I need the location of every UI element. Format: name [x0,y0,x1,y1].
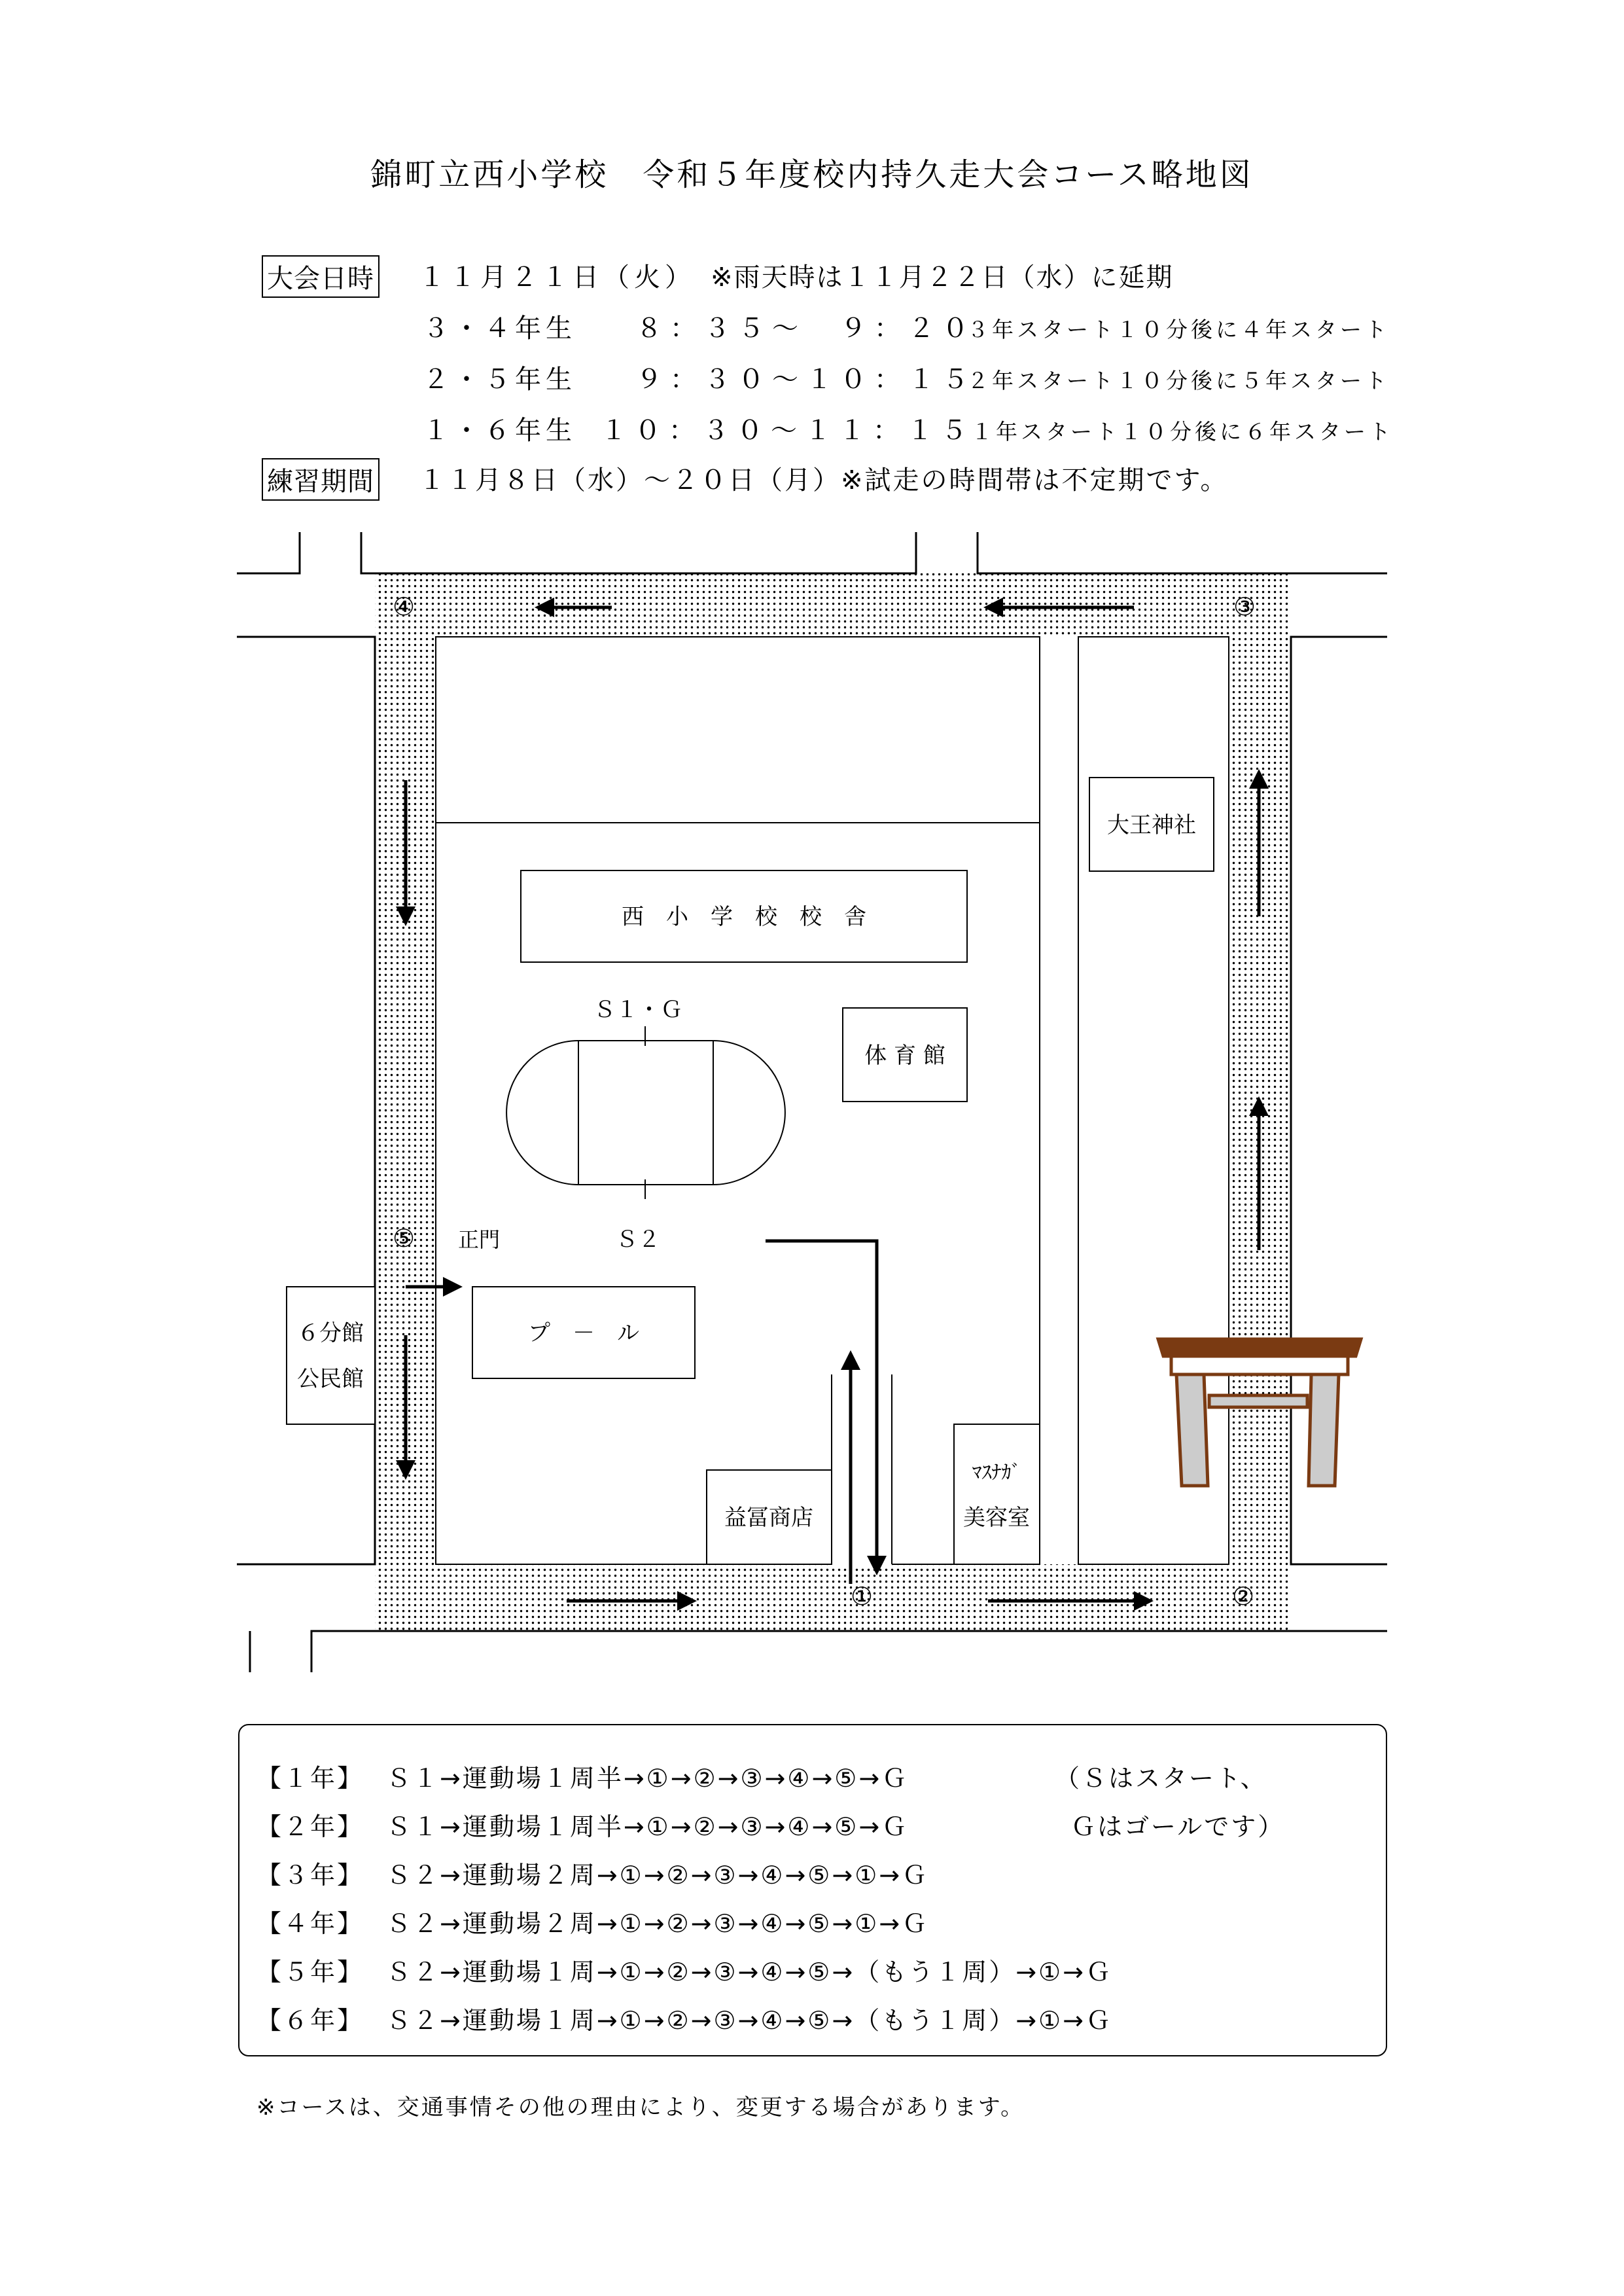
start-goal-label: Ｓ１・Ｇ [593,997,682,1023]
community-hall [287,1287,375,1424]
school-building-label: 西 小 学 校 校 舎 [622,904,866,930]
course-route: Ｓ２→運動場２周→①→②→③→④→⑤→①→Ｇ [386,1909,929,1938]
footer-note: ※コースは、交通事情その他の理由により、変更する場合があります。 [256,2094,1025,2121]
course-grade: 【１年】 [256,1764,364,1793]
checkpoint-1: ① [850,1582,874,1611]
schedule-grades: １・６年生 [423,416,576,446]
salon-label: ﾏｽﾅｶﾞ [972,1462,1021,1484]
checkpoint-4: ④ [392,592,415,621]
schedule-time: ８：３５～ ９：２０ [636,314,976,344]
course-grade: 【２年】 [256,1812,364,1841]
event-date: １１月２１日（火） [419,262,696,293]
store-label: 益冨商店 [724,1505,813,1531]
schedule-time: １０：３０～１１：１５ [601,416,975,446]
course-grade: 【６年】 [256,2006,364,2035]
schedule-note: １年スタート１０分後に６年スタート [971,419,1394,444]
gym-label: 体 育 館 [864,1043,945,1069]
legend-note: （Ｓはスタート、 [1055,1764,1267,1793]
start2-label: Ｓ２ [616,1227,660,1253]
schedule-note: ２年スタート１０分後に５年スタート [967,368,1390,393]
checkpoint-2: ② [1231,1582,1255,1611]
course-grade: 【５年】 [256,1958,364,1986]
running-track [506,1026,785,1199]
course-route: Ｓ２→運動場２周→①→②→③→④→⑤→①→Ｇ [386,1861,929,1890]
schedule-time: ９：３０～１０：１５ [636,365,976,395]
main-gate-label: 正門 [457,1227,501,1252]
practice-text: １１月８日（水）～２０日（月）※試走の時間帯は不定期です。 [419,465,1229,495]
legend-note: Ｇはゴールです） [1070,1812,1285,1841]
schedule-grades: ２・５年生 [423,365,576,395]
salon-label: 美容室 [963,1505,1030,1531]
schedule-note: ３年スタート１０分後に４年スタート [967,317,1390,342]
pool-label: プ － ル [528,1320,639,1346]
schedule-grades: ３・４年生 [423,314,576,344]
community-hall-label: 公民館 [297,1366,364,1392]
course-route: Ｓ２→運動場１周→①→②→③→④→⑤→（もう１周）→①→Ｇ [386,1958,1112,1986]
course-grade: 【３年】 [256,1861,364,1890]
practice-label: 練習期間 [262,458,380,501]
course-route: Ｓ１→運動場１周半→①→②→③→④→⑤→Ｇ [386,1764,909,1793]
community-hall-label: ６分館 [297,1320,364,1346]
checkpoint-3: ③ [1233,592,1256,621]
course-route: Ｓ２→運動場１周→①→②→③→④→⑤→（もう１周）→①→Ｇ [386,2006,1112,2035]
event-label: 大会日時 [262,255,380,298]
course-map [0,511,1624,1689]
salon [954,1424,1040,1564]
rain-note: ※雨天時は１１月２２日（水）に延期 [711,262,1174,293]
checkpoint-5: ⑤ [392,1224,415,1253]
course-grade: 【４年】 [256,1909,364,1938]
page-title: 錦町立西小学校 令和５年度校内持久走大会コース略地図 [370,156,1254,193]
shrine-label: 大王神社 [1107,812,1196,838]
course-route: Ｓ１→運動場１周半→①→②→③→④→⑤→Ｇ [386,1812,909,1841]
